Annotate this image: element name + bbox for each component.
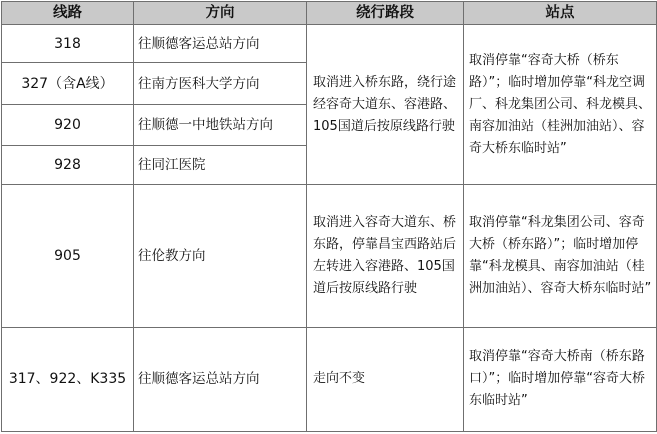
detour-cell: 取消进入容奇大道东、桥东路，停靠昌宝西路站后左转进入容港路、105国道后按原线路行驶 xyxy=(307,185,464,327)
table-row xyxy=(2,25,657,63)
table-row xyxy=(2,185,657,327)
header-direction: 方向 xyxy=(134,2,307,25)
stops-cell: 取消停靠“容奇大桥（桥东路）”；临时增加停靠“科龙空调厂、科龙集团公司、科龙模具、南容加油站（桂洲加油站）、容奇大桥东临时站” xyxy=(464,25,657,185)
route-cell: 928 xyxy=(2,146,134,185)
route-cell: 318 xyxy=(2,25,134,63)
direction-cell: 往顺德一中地铁站方向 xyxy=(134,105,307,146)
direction-cell: 往南方医科大学方向 xyxy=(134,63,307,105)
route-cell: 905 xyxy=(2,185,134,327)
direction-cell: 往同江医院 xyxy=(134,146,307,185)
route-cell: 317、922、K335 xyxy=(2,327,134,431)
direction-cell: 往伦教方向 xyxy=(134,185,307,327)
direction-cell: 往顺德客运总站方向 xyxy=(134,327,307,431)
stops-cell: 取消停靠“容奇大桥南（桥东路口）”；临时增加停靠“容奇大桥东临时站” xyxy=(464,327,657,431)
header-route: 线路 xyxy=(2,2,134,25)
detour-cell: 走向不变 xyxy=(307,327,464,431)
header-detour: 绕行路段 xyxy=(307,2,464,25)
header-stops: 站点 xyxy=(464,2,657,25)
route-cell: 920 xyxy=(2,105,134,146)
header-row xyxy=(2,2,657,25)
direction-cell: 往顺德客运总站方向 xyxy=(134,25,307,63)
table-row xyxy=(2,327,657,431)
stops-cell: 取消停靠“科龙集团公司、容奇大桥（桥东路）”；临时增加停靠“科龙模具、南容加油站（桂洲加油站）、容奇大桥东临时站” xyxy=(464,185,657,327)
route-adjustment-table xyxy=(1,1,657,432)
detour-cell: 取消进入桥东路，绕行途经容奇大道东、容港路、105国道后按原线路行驶 xyxy=(307,25,464,185)
route-cell: 327（含A线） xyxy=(2,63,134,105)
